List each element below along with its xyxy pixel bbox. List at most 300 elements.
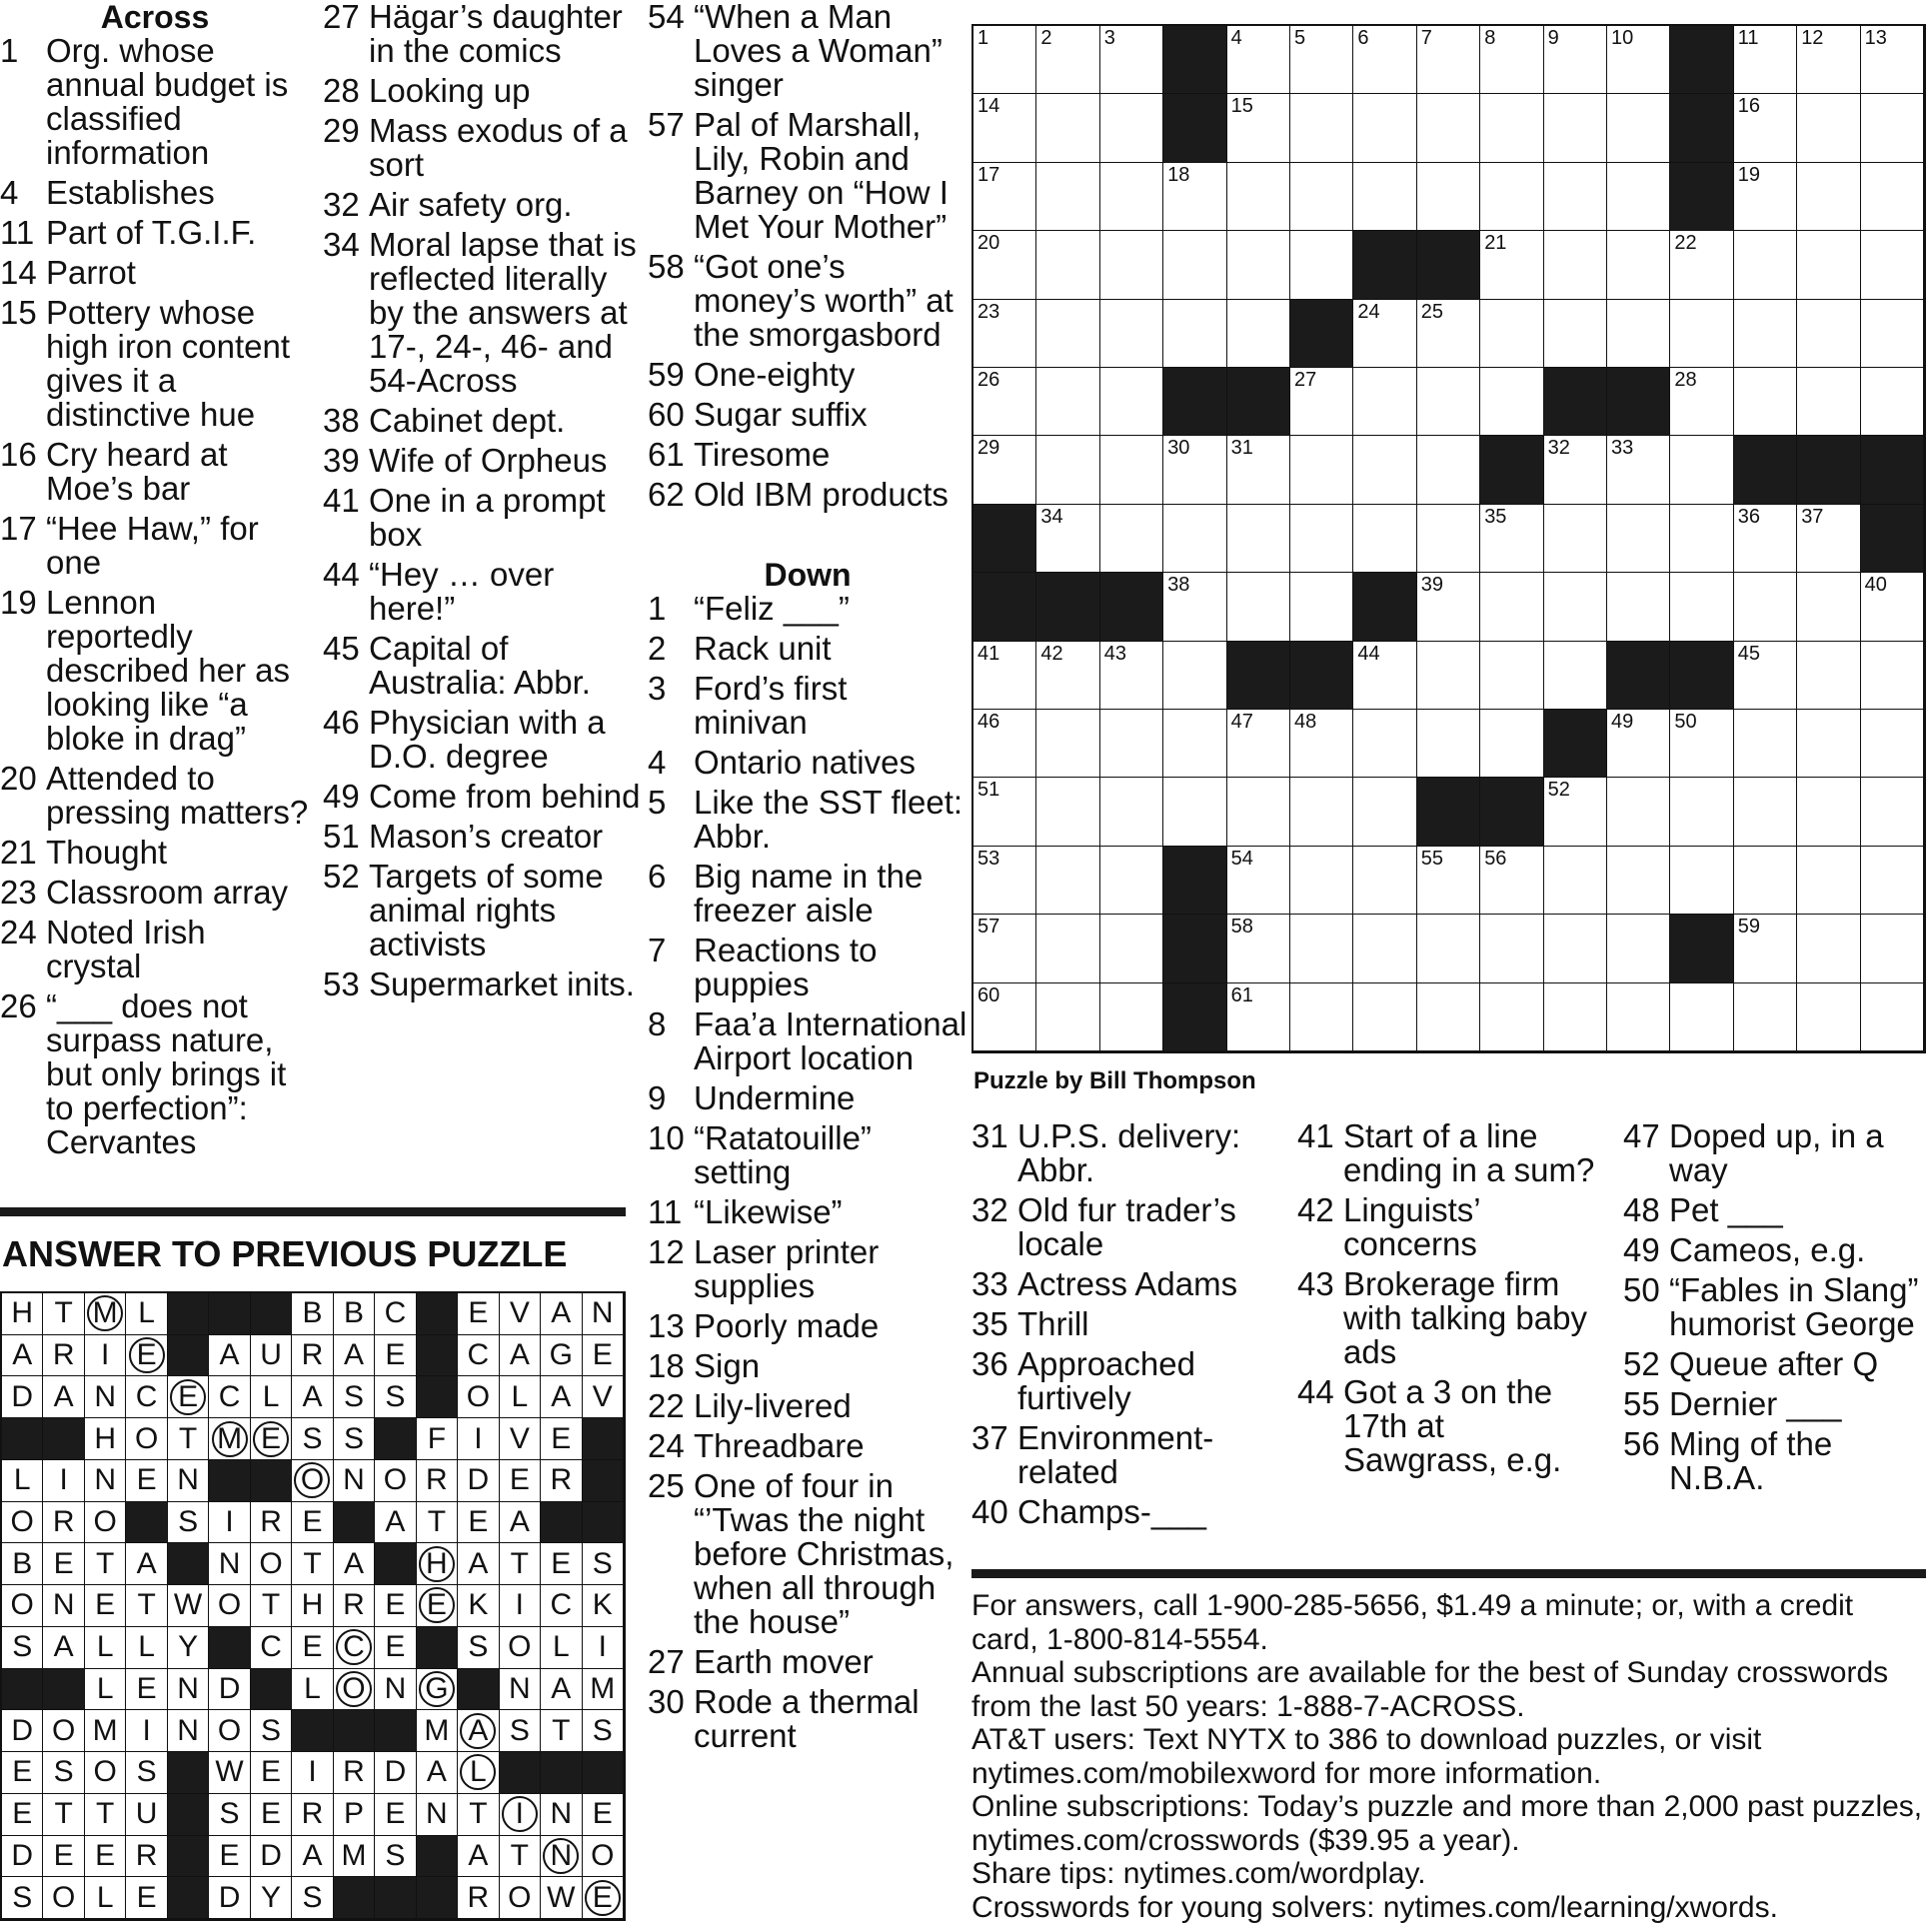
clue-text: Pet ___ [1669,1191,1783,1228]
grid-cell[interactable] [1290,163,1353,231]
grid-cell[interactable] [1100,231,1163,299]
grid-cell[interactable] [1100,368,1163,436]
grid-cell[interactable] [973,94,1036,162]
clue-number: 26 [0,987,37,1024]
answer-letter: T [95,1797,115,1831]
grid-cell[interactable] [1100,983,1163,1051]
answer-cell [251,1502,292,1544]
grid-cell[interactable] [1607,983,1670,1051]
answer-black-square [375,1877,416,1919]
grid-cell[interactable] [1480,642,1543,710]
grid-cell[interactable] [1163,573,1226,641]
grid-cell[interactable] [1734,505,1797,573]
answer-cell [500,1418,541,1460]
answer-letter: R [467,1880,490,1914]
grid-cell[interactable] [1100,642,1163,710]
grid-cell[interactable] [1290,94,1353,162]
grid-cell[interactable] [1417,847,1480,915]
grid-cell[interactable] [1607,300,1670,368]
answer-letter: A [343,1338,364,1372]
grid-cell[interactable] [1290,573,1353,641]
grid-cell[interactable] [1544,300,1607,368]
grid-cell[interactable] [1670,983,1733,1051]
grid-cell[interactable] [1100,26,1163,94]
grid-cell[interactable] [1797,26,1860,94]
cell-number: 54 [1230,847,1253,870]
answer-letter: N [543,1838,579,1874]
grid-cell[interactable] [973,915,1036,982]
answer-letter: T [137,1588,156,1622]
grid-cell[interactable] [1544,983,1607,1051]
answer-cell [292,1836,333,1878]
grid-cell[interactable] [1163,163,1226,231]
answer-cell [541,1376,582,1418]
answer-letter: D [384,1755,407,1789]
grid-cell[interactable] [973,847,1036,915]
grid-cell[interactable] [1353,778,1416,846]
answer-cell [251,1836,292,1878]
grid-cell[interactable] [1670,778,1733,846]
grid-cell[interactable] [1480,847,1543,915]
grid-cell[interactable] [1480,368,1543,436]
grid-cell[interactable] [1670,436,1733,504]
grid-cell[interactable] [1861,368,1924,436]
grid-cell[interactable] [1417,983,1480,1051]
clue-text: Thought [46,834,168,871]
grid-cell[interactable] [1607,778,1670,846]
answer-letter: B [302,1296,323,1330]
grid-cell[interactable] [1227,163,1290,231]
grid-cell[interactable] [1670,505,1733,573]
grid-cell[interactable] [1734,368,1797,436]
grid-cell[interactable] [1227,505,1290,573]
grid-cell[interactable] [1036,231,1099,299]
answer-cell [500,1836,541,1878]
grid-cell[interactable] [1797,300,1860,368]
grid-cell[interactable] [1100,505,1163,573]
grid-cell[interactable] [1353,94,1416,162]
answer-letter: C [384,1296,407,1330]
grid-cell[interactable] [1353,710,1416,778]
grid-cell[interactable] [1227,983,1290,1051]
grid-cell[interactable] [1544,231,1607,299]
answer-black-square [168,1794,209,1836]
answer-black-square [292,1710,333,1752]
grid-cell[interactable] [1480,983,1543,1051]
answer-letter: L [460,1754,496,1790]
grid-cell[interactable] [1607,573,1670,641]
grid-cell[interactable] [1480,94,1543,162]
clue [648,1081,967,1115]
black-square [1290,642,1353,710]
answer-letter: E [95,1838,116,1872]
grid-cell[interactable] [1861,915,1924,982]
grid-cell[interactable] [1670,231,1733,299]
grid-cell[interactable] [1100,778,1163,846]
grid-cell[interactable] [1734,26,1797,94]
answer-cell [583,1794,624,1836]
grid-cell[interactable] [973,710,1036,778]
clue-number: 49 [1623,1231,1660,1268]
answer-letter: W [173,1588,203,1622]
grid-cell[interactable] [1607,94,1670,162]
grid-cell[interactable] [1607,847,1670,915]
grid-cell[interactable] [1417,436,1480,504]
clue-text: Thrill [1017,1305,1089,1342]
grid-cell[interactable] [1861,573,1924,641]
grid-cell[interactable] [1607,436,1670,504]
clue-number: 53 [323,966,360,1002]
grid-cell[interactable] [1607,163,1670,231]
grid-cell[interactable] [1290,436,1353,504]
black-square [1670,642,1733,710]
clue [648,592,967,626]
clue-number: 4 [648,744,667,781]
cell-number: 4 [1230,27,1242,49]
grid-cell[interactable] [1861,983,1924,1051]
grid-cell[interactable] [1036,915,1099,982]
grid-cell[interactable] [1100,915,1163,982]
grid-cell[interactable] [1100,710,1163,778]
grid-cell[interactable] [973,436,1036,504]
grid-cell[interactable] [1734,231,1797,299]
grid-cell[interactable] [1734,163,1797,231]
clue-text: Capital of Australia: Abbr. [369,630,591,701]
answer-cell [2,1627,43,1669]
grid-cell[interactable] [1353,642,1416,710]
grid-cell[interactable] [1353,847,1416,915]
answer-letter: E [592,1338,613,1372]
grid-cell[interactable] [1734,710,1797,778]
grid-cell[interactable] [1544,94,1607,162]
grid-cell[interactable] [1227,94,1290,162]
grid-cell[interactable] [1163,778,1226,846]
grid-cell[interactable] [1227,573,1290,641]
black-square [1163,915,1226,982]
answer-cell [334,1335,375,1377]
grid-cell[interactable] [1353,368,1416,436]
answer-letter: U [135,1797,158,1831]
grid-cell[interactable] [1353,505,1416,573]
grid-cell[interactable] [1607,710,1670,778]
grid-cell[interactable] [1861,778,1924,846]
grid-cell[interactable] [1227,710,1290,778]
answer-letter: D [11,1379,34,1413]
grid-cell[interactable] [1227,915,1290,982]
grid-cell[interactable] [1036,642,1099,710]
grid-cell[interactable] [1036,163,1099,231]
grid-cell[interactable] [1353,300,1416,368]
grid-cell[interactable] [1861,642,1924,710]
grid-cell[interactable] [1290,847,1353,915]
clue-text: Sign [694,1347,761,1384]
answer-letter: M [590,1671,616,1705]
grid-cell[interactable] [1544,847,1607,915]
answer-cell [375,1460,416,1502]
grid-cell[interactable] [1353,915,1416,982]
grid-cell[interactable] [1290,915,1353,982]
cell-number: 9 [1547,27,1559,49]
answer-cell [126,1460,167,1502]
grid-cell[interactable] [1036,778,1099,846]
answer-black-square [2,1418,43,1460]
grid-cell[interactable] [1227,26,1290,94]
grid-cell[interactable] [1036,94,1099,162]
grid-cell[interactable] [1670,710,1733,778]
clue-number: 32 [971,1191,1008,1228]
grid-cell[interactable] [1797,710,1860,778]
clue [323,820,643,854]
grid-cell[interactable] [1544,26,1607,94]
grid-cell[interactable] [1163,505,1226,573]
answer-letter: N [177,1463,199,1497]
grid-cell[interactable] [1417,915,1480,982]
grid-cell[interactable] [1163,300,1226,368]
clue [648,1389,967,1423]
grid-cell[interactable] [1797,94,1860,162]
grid-cell[interactable] [1036,710,1099,778]
grid-cell[interactable] [1670,573,1733,641]
cell-number: 52 [1547,779,1570,802]
grid-cell[interactable] [1227,436,1290,504]
grid-cell[interactable] [1100,163,1163,231]
grid-cell[interactable] [1544,163,1607,231]
answer-letter: M [341,1838,367,1872]
down-clue-list [1297,1119,1607,1477]
grid-cell[interactable] [1861,26,1924,94]
grid-cell[interactable] [1734,300,1797,368]
grid-cell[interactable] [1861,710,1924,778]
clue-number: 50 [1623,1271,1660,1308]
answer-letter: R [135,1838,158,1872]
grid-cell[interactable] [1417,368,1480,436]
answer-letter: I [142,1713,151,1747]
grid-cell[interactable] [1417,94,1480,162]
grid-cell[interactable] [1417,642,1480,710]
grid-cell[interactable] [1797,573,1860,641]
grid-cell[interactable] [1734,642,1797,710]
down-clue-list [1623,1119,1926,1495]
grid-cell[interactable] [973,778,1036,846]
black-square [1163,26,1226,94]
grid-cell[interactable] [1480,505,1543,573]
clue-text: Environment-related [1017,1419,1214,1490]
grid-cell[interactable] [1417,26,1480,94]
clue-number: 27 [648,1643,685,1680]
clue-text: “Feliz ___” [694,590,850,627]
grid-cell[interactable] [1797,915,1860,982]
grid-cell[interactable] [1734,847,1797,915]
grid-cell[interactable] [1544,915,1607,982]
grid-cell[interactable] [1797,505,1860,573]
grid-cell[interactable] [1607,505,1670,573]
grid-cell[interactable] [1417,163,1480,231]
grid-cell[interactable] [973,26,1036,94]
grid-cell[interactable] [1797,163,1860,231]
grid-cell[interactable] [973,368,1036,436]
clue-text: One of four in “’Twas the night before Christmas, when all through the house” [694,1467,955,1640]
grid-cell[interactable] [1797,642,1860,710]
grid-cell[interactable] [1734,915,1797,982]
grid-cell[interactable] [1036,847,1099,915]
cell-number: 10 [1611,27,1634,49]
answer-cell [583,1836,624,1878]
clue-text: Pal of Marshall, Lily, Robin and Barney on “How I Met Your Mother” [694,106,949,245]
grid-cell[interactable] [1036,983,1099,1051]
answer-cell [458,1836,499,1878]
grid-cell[interactable] [1797,368,1860,436]
black-square [1290,300,1353,368]
grid-cell[interactable] [1290,26,1353,94]
answer-black-square [168,1752,209,1794]
grid-cell[interactable] [1100,436,1163,504]
grid-cell[interactable] [973,163,1036,231]
grid-cell[interactable] [1163,642,1226,710]
grid-cell[interactable] [1227,847,1290,915]
grid-cell[interactable] [1480,573,1543,641]
grid-cell[interactable] [1670,300,1733,368]
clue-text: Brokerage firm with talking baby ads [1343,1265,1587,1370]
grid-cell[interactable] [1290,368,1353,436]
grid-cell[interactable] [1100,94,1163,162]
grid-cell[interactable] [1353,436,1416,504]
cell-number: 13 [1864,27,1887,49]
answer-letter: O [508,1630,532,1664]
grid-cell[interactable] [1100,847,1163,915]
answer-cell [209,1794,250,1836]
grid-cell[interactable] [1797,847,1860,915]
answer-cell [2,1543,43,1585]
clue [0,916,310,983]
grid-cell[interactable] [1861,94,1924,162]
grid-cell[interactable] [1544,573,1607,641]
grid-cell[interactable] [1861,231,1924,299]
crossword-grid[interactable] [971,24,1926,1053]
grid-cell[interactable] [1480,915,1543,982]
answer-letter: E [129,1337,165,1373]
answer-cell [168,1376,209,1418]
answer-cell [334,1460,375,1502]
answer-letter: E [12,1755,33,1789]
cell-number: 43 [1103,642,1127,665]
clue [648,632,967,666]
grid-cell[interactable] [1861,163,1924,231]
grid-cell[interactable] [1607,231,1670,299]
grid-cell[interactable] [1797,983,1860,1051]
grid-cell[interactable] [1544,436,1607,504]
grid-cell[interactable] [1544,778,1607,846]
grid-cell[interactable] [1861,847,1924,915]
grid-cell[interactable] [1353,163,1416,231]
grid-cell[interactable] [1734,778,1797,846]
grid-cell[interactable] [1417,300,1480,368]
grid-cell[interactable] [973,642,1036,710]
answer-letter: N [550,1797,573,1831]
grid-cell[interactable] [1417,573,1480,641]
answer-letter: A [509,1505,530,1539]
answer-cell [2,1794,43,1836]
grid-cell[interactable] [1163,231,1226,299]
grid-cell[interactable] [1163,436,1226,504]
grid-cell[interactable] [1290,983,1353,1051]
grid-cell[interactable] [1797,778,1860,846]
grid-cell[interactable] [1544,642,1607,710]
answer-letter: E [468,1296,489,1330]
grid-cell[interactable] [1290,231,1353,299]
answer-grid [0,1291,626,1921]
grid-cell[interactable] [1480,26,1543,94]
grid-cell[interactable] [1607,915,1670,982]
clue-number: 46 [323,704,360,741]
grid-cell[interactable] [1100,300,1163,368]
grid-cell[interactable] [1734,94,1797,162]
grid-cell[interactable] [973,983,1036,1051]
answer-cell [2,1877,43,1919]
grid-cell[interactable] [1227,300,1290,368]
grid-cell[interactable] [1353,26,1416,94]
answer-cell [417,1418,458,1460]
answer-letter: V [592,1379,613,1413]
answer-cell [375,1794,416,1836]
answer-cell [583,1585,624,1627]
grid-cell[interactable] [1036,505,1099,573]
grid-cell[interactable] [973,231,1036,299]
grid-cell[interactable] [1861,300,1924,368]
clue [0,586,310,756]
grid-cell[interactable] [1797,231,1860,299]
answer-cell [85,1293,126,1335]
answer-letter: A [136,1546,157,1580]
grid-cell[interactable] [1670,847,1733,915]
grid-cell[interactable] [1480,300,1543,368]
answer-cell [85,1710,126,1752]
grid-cell[interactable] [1734,573,1797,641]
cell-number: 28 [1674,369,1697,391]
grid-cell[interactable] [1290,505,1353,573]
grid-cell[interactable] [1036,26,1099,94]
answer-letter: E [95,1588,116,1622]
answer-cell [43,1460,84,1502]
grid-cell[interactable] [1480,163,1543,231]
answer-letter: A [302,1379,323,1413]
grid-cell[interactable] [1290,710,1353,778]
grid-cell[interactable] [1036,300,1099,368]
clue-number: 37 [971,1419,1008,1456]
grid-cell[interactable] [1036,436,1099,504]
grid-cell[interactable] [1163,710,1226,778]
answer-letter: T [54,1797,73,1831]
grid-cell[interactable] [973,300,1036,368]
answer-letter: E [136,1671,157,1705]
answer-cell [458,1460,499,1502]
grid-cell[interactable] [1670,368,1733,436]
grid-cell[interactable] [1607,26,1670,94]
clue [648,934,967,1001]
answer-letter: O [10,1505,34,1539]
answer-letter: S [385,1379,406,1413]
grid-cell[interactable] [1227,231,1290,299]
grid-cell[interactable] [1036,368,1099,436]
grid-cell[interactable] [1353,983,1416,1051]
grid-cell[interactable] [1480,710,1543,778]
grid-cell[interactable] [1734,983,1797,1051]
grid-cell[interactable] [1417,710,1480,778]
grid-cell[interactable] [1544,505,1607,573]
grid-cell[interactable] [1417,505,1480,573]
grid-cell[interactable] [1480,231,1543,299]
grid-cell[interactable] [1227,778,1290,846]
grid-cell[interactable] [1290,778,1353,846]
